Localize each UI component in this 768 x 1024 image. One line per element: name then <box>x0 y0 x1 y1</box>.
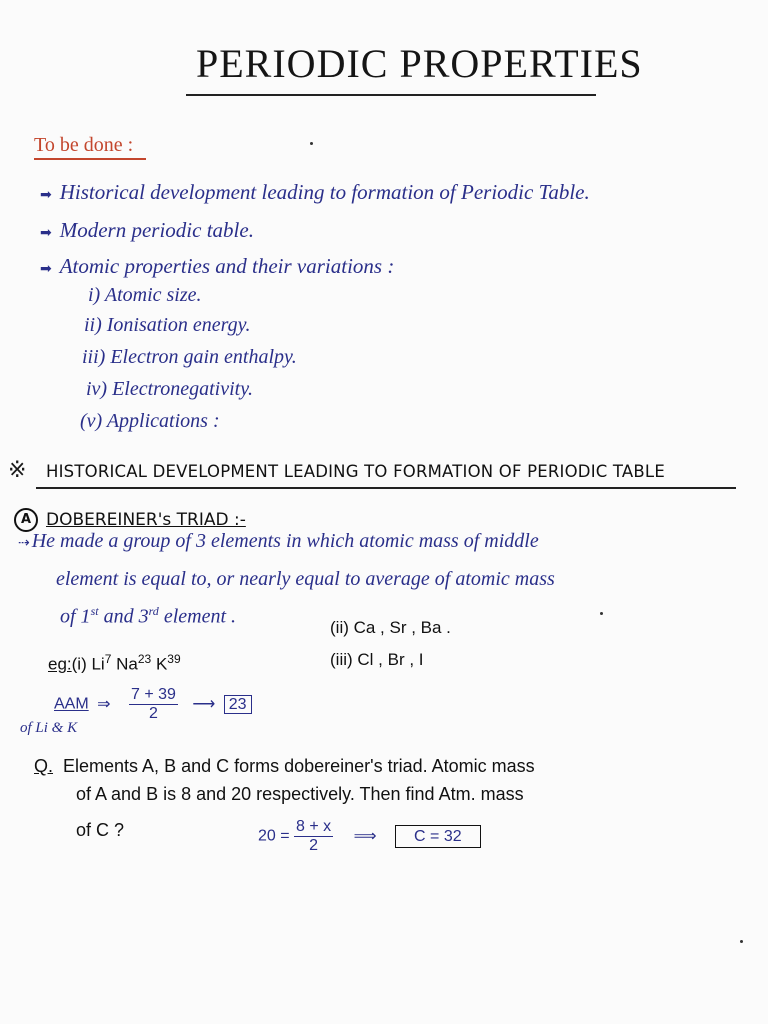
arrow-icon: ➡ <box>40 187 52 203</box>
title-underline <box>186 94 596 96</box>
dobereiner-line-3: of 1st and 3rd element . <box>60 604 236 628</box>
section-heading: HISTORICAL DEVELOPMENT LEADING TO FORMATION OF PERIODIC TABLE <box>46 462 665 481</box>
dobereiner-heading-row <box>14 508 246 532</box>
sub-item: (v) Applications : <box>80 410 220 432</box>
answer-box: C = 32 <box>395 825 481 848</box>
dobereiner-line-1: ⇢ He made a group of 3 elements in which atomic mass of middle <box>18 530 539 552</box>
arrow-icon: ⇢ <box>18 535 30 551</box>
dobereiner-line-2: element is equal to, or nearly equal to average of atomic mass <box>56 568 555 590</box>
aam-calculation: AAM ⇒ $\frac{7 + 39}{2}$ ⟶ 23 <box>54 686 252 723</box>
stray-mark <box>600 612 603 615</box>
sub-item: ii) Ionisation energy. <box>84 314 251 336</box>
example-3: (iii) Cl , Br , I <box>330 650 424 669</box>
example-2: (ii) Ca , Sr , Ba . <box>330 618 451 637</box>
page-title: PERIODIC PROPERTIES <box>196 41 643 86</box>
section-underline <box>36 487 736 489</box>
sub-item: i) Atomic size. <box>88 284 202 306</box>
section-badge: A <box>14 508 38 532</box>
arrow-icon: ➡ <box>40 225 52 241</box>
dobereiner-heading: DOBEREINER's TRIAD :- <box>46 510 246 530</box>
aam-fraction: $\frac{7 + 39}{2}$ <box>130 686 176 722</box>
example-1: eg:(i) Li$^7$ Na$^{23}$ $K^{39}$ <box>48 652 181 674</box>
todo-item: ➡ Atomic properties and their variations : <box>40 254 395 278</box>
arrow-icon: ➡ <box>40 261 52 277</box>
todo-heading: To be done : <box>34 134 134 156</box>
aam-result: 23 <box>224 695 252 714</box>
stray-mark <box>310 142 313 145</box>
question-line-3: of C ? <box>76 820 125 840</box>
todo-underline <box>34 158 146 160</box>
sub-item: iii) Electron gain enthalpy. <box>82 346 297 368</box>
equation-fraction: $\frac{8 + x}{2}$ <box>296 818 332 854</box>
question-equation: 20 = $\frac{8 + x}{2}$ ⟹ C = 32 <box>258 818 481 855</box>
aam-of-label: of Li & K <box>20 720 78 736</box>
todo-item: ➡ Historical development leading to formation of Periodic Table. <box>40 180 590 204</box>
sub-item: iv) Electronegativity. <box>86 378 253 400</box>
todo-item: ➡ Modern periodic table. <box>40 218 254 242</box>
question-line-2: of A and B is 8 and 20 respectively. Then find Atm. mass <box>76 784 524 804</box>
section-marker-icon: ※ <box>8 458 27 483</box>
stray-mark <box>740 940 743 943</box>
question-line-1: Q. Elements A, B and C forms dobereiner's triad. Atomic mass <box>34 756 535 776</box>
